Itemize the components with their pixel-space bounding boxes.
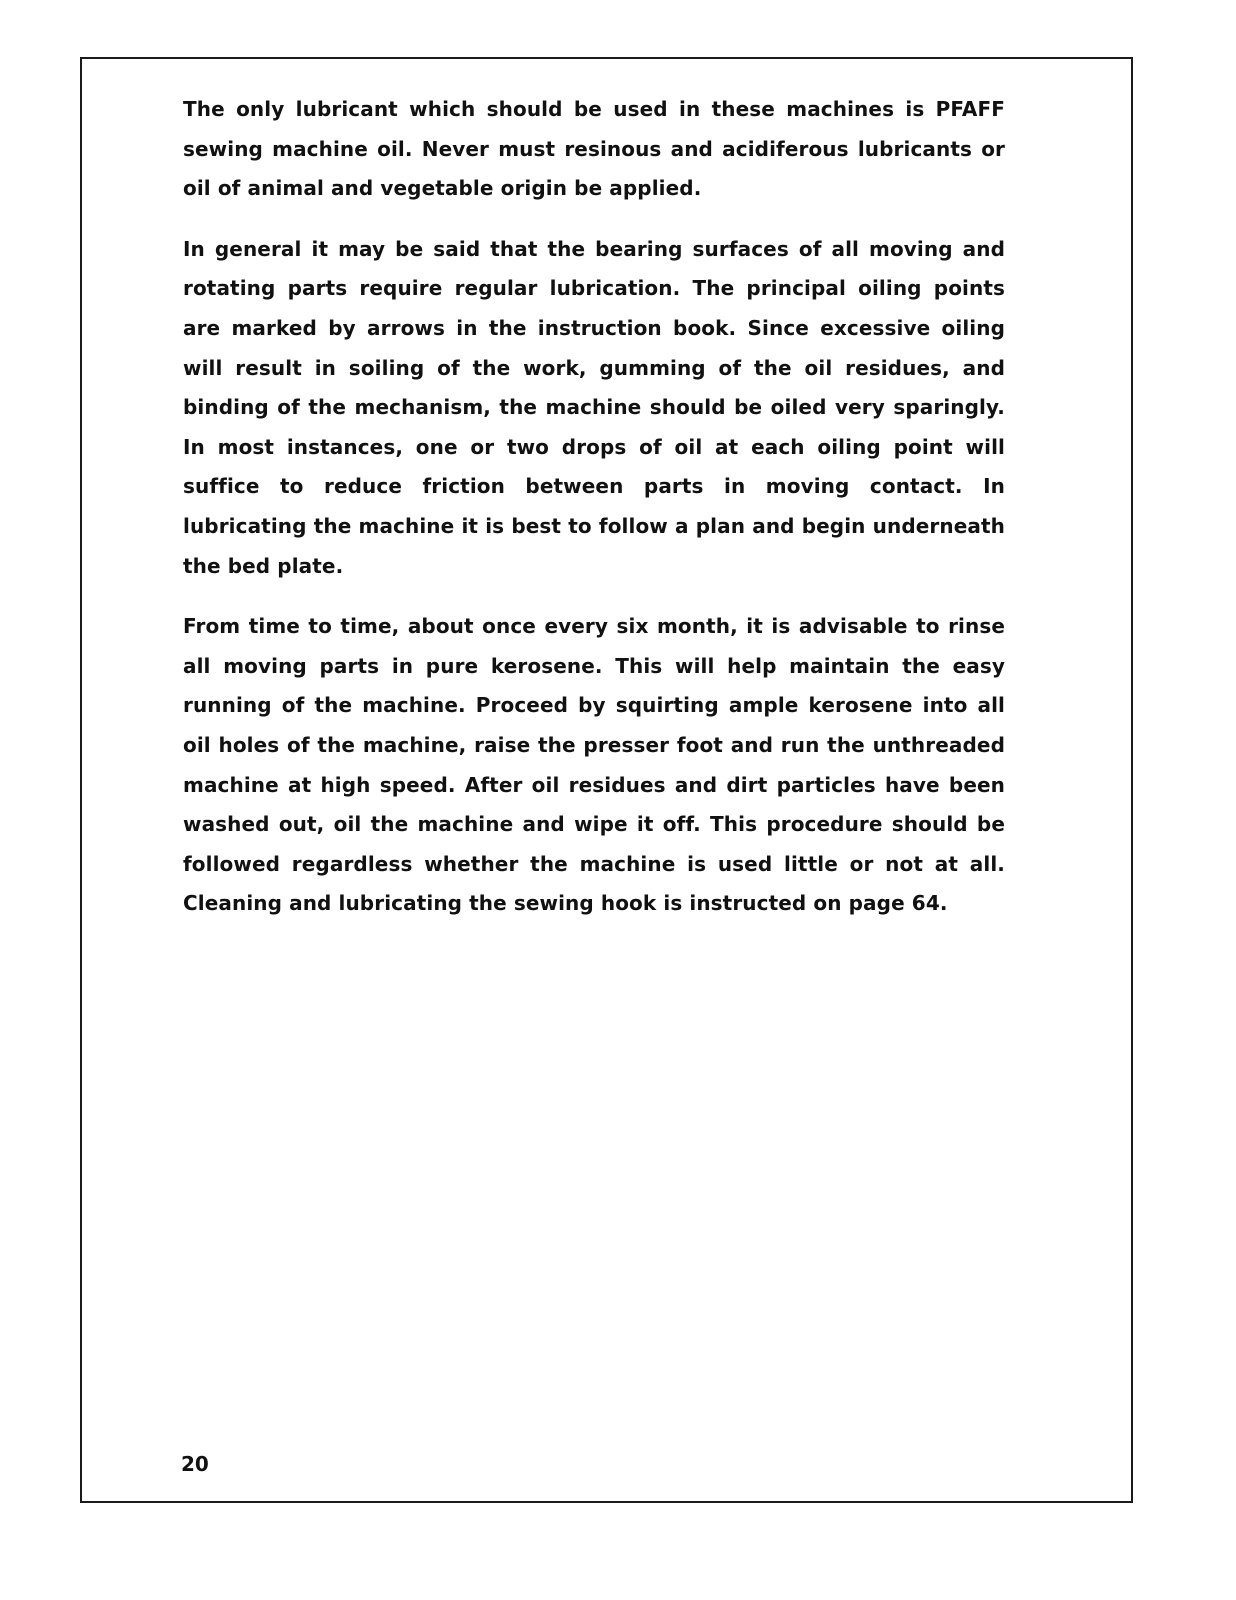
paragraph-kerosene-rinse: From time to time, about once every six month, it is advisable to rinse all moving parts in pure kerosene. This will help maintain the easy running of the machine. Proceed by squirting ample kerosene into all oil holes of the machine, raise the presser foot and run the unthreaded machine at high speed. After oil residues and dirt particles have been washed out, oil the machine and wipe it off. This procedure should be followed regardless whether the machine is used little or not at all. Cleaning and lubricating the sewing hook is instructed on page 64. (183, 614, 1005, 916)
page-frame (80, 57, 1133, 1503)
paragraph-oiling-points: In general it may be said that the bearing surfaces of all moving and rotating parts require regular lubrication. The principal oiling points are marked by arrows in the instruction book. Since excessive oiling will result in soiling of the work, gumming of the oil residues, and binding of the mechanism, the machine should be oiled very sparingly. In most instances, one or two drops of oil at each oiling point will suffice to reduce friction between parts in moving contact. In lubricating the machine it is best to follow a plan and begin underneath the bed plate. (183, 236, 1005, 578)
paragraph-lubricant: The only lubricant which should be used in these machines is PFAFF sewing machine oil. Never must resinous and acidiferous lubricants or oil of animal and vegetable origin be applied. (183, 97, 1005, 201)
page-number: 20 (181, 1452, 209, 1476)
body-text (183, 90, 1005, 945)
